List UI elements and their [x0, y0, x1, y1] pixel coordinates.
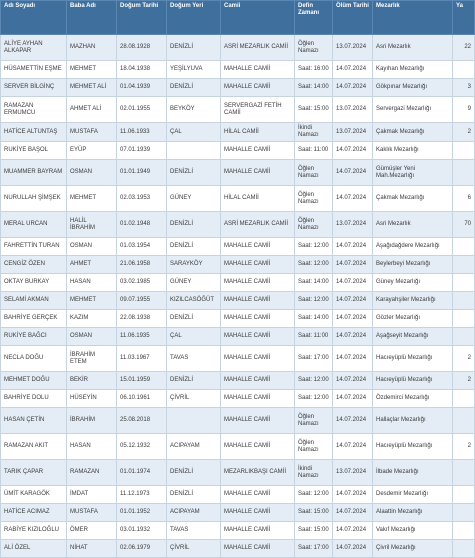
cell-name: TARIK ÇAPAR [1, 460, 67, 486]
cell-birth-date: 25.08.2018 [117, 408, 167, 434]
cell-cemetery: Servergazi Mezarlığı [373, 97, 453, 123]
cell-birth-date: 18.04.1938 [117, 61, 167, 79]
cell-burial-time: Saat: 12:00 [295, 372, 333, 390]
cell-father-name: İBRAHİM [67, 408, 117, 434]
cell-extra [453, 540, 475, 558]
cell-name: HÜSAMETTİN EŞME [1, 61, 67, 79]
header-mosque: Camii [221, 1, 295, 35]
cell-mosque: MAHALLE CAMİİ [221, 486, 295, 504]
cell-mosque: MAHALLE CAMİİ [221, 256, 295, 274]
cell-father-name: HÜSEYİN [67, 390, 117, 408]
cell-extra: 6 [453, 186, 475, 212]
cell-birth-place: YEŞİLYUVA [167, 61, 221, 79]
cell-birth-place: TAVAS [167, 346, 221, 372]
cell-extra [453, 274, 475, 292]
table-row [1, 390, 475, 408]
table-row [1, 61, 475, 79]
cell-birth-date: 06.10.1961 [117, 390, 167, 408]
cell-death-date: 13.07.2024 [333, 123, 373, 142]
table-row [1, 186, 475, 212]
cell-burial-time: Saat: 12:00 [295, 238, 333, 256]
cell-cemetery: Asri Mezarlık [373, 35, 453, 61]
cell-name: SERVER BİLGİNÇ [1, 79, 67, 97]
cell-extra: 22 [453, 35, 475, 61]
header-birth-place: Doğum Yeri [167, 1, 221, 35]
cell-extra [453, 504, 475, 522]
cell-birth-date: 02.01.1955 [117, 97, 167, 123]
header-row [1, 1, 475, 35]
cell-death-date: 14.07.2024 [333, 256, 373, 274]
header-burial-time: Defin Zamanı [295, 1, 333, 35]
cell-burial-time: Saat: 12:00 [295, 486, 333, 504]
cell-cemetery: Gözler Mezarlığı [373, 310, 453, 328]
table-row [1, 142, 475, 160]
cell-birth-place: SARAYKÖY [167, 256, 221, 274]
cell-father-name: OSMAN [67, 238, 117, 256]
cell-birth-date: 22.08.1938 [117, 310, 167, 328]
table-header [1, 1, 475, 35]
cell-mosque: MAHALLE CAMİİ [221, 142, 295, 160]
cell-death-date: 14.07.2024 [333, 522, 373, 540]
cell-birth-date: 09.07.1955 [117, 292, 167, 310]
cell-father-name: OSMAN [67, 328, 117, 346]
cell-birth-date: 11.06.1935 [117, 328, 167, 346]
cell-birth-date: 11.06.1933 [117, 123, 167, 142]
cell-birth-place: DENİZLİ [167, 372, 221, 390]
table-row [1, 274, 475, 292]
table-row [1, 504, 475, 522]
cell-cemetery: Aşağseyit Mezarlığı [373, 328, 453, 346]
cell-burial-time: İkindi Namazı [295, 460, 333, 486]
cell-name: BAHRİYE DOLU [1, 390, 67, 408]
cell-death-date: 14.07.2024 [333, 408, 373, 434]
cell-birth-date: 21.06.1958 [117, 256, 167, 274]
cell-death-date: 14.07.2024 [333, 186, 373, 212]
cell-birth-place [167, 408, 221, 434]
cell-cemetery: Aşağıdağdere Mezarlığı [373, 238, 453, 256]
cell-mosque: MAHALLE CAMİİ [221, 61, 295, 79]
cell-burial-time: Saat: 14:00 [295, 310, 333, 328]
cell-father-name: BEKİR [67, 372, 117, 390]
cell-mosque: HİLAL CAMİİ [221, 123, 295, 142]
cell-death-date: 13.07.2024 [333, 35, 373, 61]
cell-birth-place: DENİZLİ [167, 79, 221, 97]
cell-cemetery: Güney Mezarlığı [373, 274, 453, 292]
cell-burial-time: Saat: 15:00 [295, 522, 333, 540]
table-row [1, 79, 475, 97]
cell-father-name: MEHMET [67, 61, 117, 79]
cell-birth-date: 01.04.1939 [117, 79, 167, 97]
cell-birth-place: ÇAL [167, 328, 221, 346]
cell-death-date: 14.07.2024 [333, 372, 373, 390]
cell-mosque: MEZARLIKBAŞI CAMİİ [221, 460, 295, 486]
cell-death-date: 14.07.2024 [333, 310, 373, 328]
cell-birth-place: DENİZLİ [167, 160, 221, 186]
cell-name: OKTAY BURKAY [1, 274, 67, 292]
cell-mosque: MAHALLE CAMİİ [221, 522, 295, 540]
cell-extra [453, 390, 475, 408]
cell-mosque: MAHALLE CAMİİ [221, 328, 295, 346]
cell-father-name: AHMET ALİ [67, 97, 117, 123]
cell-name: RABİYE KIZILOĞLU [1, 522, 67, 540]
cell-extra [453, 292, 475, 310]
cell-birth-date: 01.03.1954 [117, 238, 167, 256]
cell-birth-place: ÇİVRİL [167, 540, 221, 558]
cell-extra [453, 486, 475, 504]
cell-death-date: 14.07.2024 [333, 160, 373, 186]
table-row [1, 97, 475, 123]
cell-burial-time: Saat: 14:00 [295, 274, 333, 292]
cell-mosque: MAHALLE CAMİİ [221, 292, 295, 310]
cell-mosque: MAHALLE CAMİİ [221, 372, 295, 390]
cell-birth-date: 28.08.1928 [117, 35, 167, 61]
cell-birth-place: ACIPAYAM [167, 504, 221, 522]
cell-burial-time: Saat: 16:00 [295, 61, 333, 79]
cell-mosque: MAHALLE CAMİİ [221, 504, 295, 522]
cell-burial-time: Öğlen Namazı [295, 35, 333, 61]
cell-mosque: HİLAL CAMİİ [221, 186, 295, 212]
header-extra: Ya [453, 1, 475, 35]
cell-birth-date: 03.02.1985 [117, 274, 167, 292]
cell-birth-place: TAVAS [167, 522, 221, 540]
cell-burial-time: İkindi Namazı [295, 123, 333, 142]
cell-father-name: MUSTAFA [67, 123, 117, 142]
cell-mosque: MAHALLE CAMİİ [221, 238, 295, 256]
cell-father-name: MAZHAN [67, 35, 117, 61]
table-row [1, 212, 475, 238]
cell-burial-time: Öğlen Namazı [295, 434, 333, 460]
cell-death-date: 13.07.2024 [333, 97, 373, 123]
cell-death-date: 14.07.2024 [333, 486, 373, 504]
cell-burial-time: Saat: 17:00 [295, 346, 333, 372]
cell-father-name: OSMAN [67, 160, 117, 186]
cell-name: MUAMMER BAYRAM [1, 160, 67, 186]
cell-extra [453, 408, 475, 434]
cell-birth-place: BEYKÖY [167, 97, 221, 123]
cell-name: HATİCE ALTUNTAŞ [1, 123, 67, 142]
cell-mosque: MAHALLE CAMİİ [221, 346, 295, 372]
cell-cemetery: Karayahşiler Mezarlığı [373, 292, 453, 310]
cell-burial-time: Saat: 12:00 [295, 256, 333, 274]
cell-name: RUKİYE BAŞOL [1, 142, 67, 160]
cell-name: ALİYE AYHAN ALKAPAR [1, 35, 67, 61]
cell-father-name: HASAN [67, 274, 117, 292]
cell-cemetery: İlbade Mezarlığı [373, 460, 453, 486]
table-row [1, 522, 475, 540]
cell-father-name: ÖMER [67, 522, 117, 540]
cell-name: NECLA DOĞU [1, 346, 67, 372]
cell-extra [453, 160, 475, 186]
table-row [1, 460, 475, 486]
cell-name: RAMAZAN AKIT [1, 434, 67, 460]
cell-birth-date: 01.01.1949 [117, 160, 167, 186]
cell-name: SELAMİ AKMAN [1, 292, 67, 310]
cell-death-date: 14.07.2024 [333, 274, 373, 292]
cell-name: MERAL URCAN [1, 212, 67, 238]
cell-birth-date: 02.03.1953 [117, 186, 167, 212]
cell-birth-place: DENİZLİ [167, 212, 221, 238]
cell-cemetery: Kayıhan Mezarlığı [373, 61, 453, 79]
cell-death-date: 14.07.2024 [333, 540, 373, 558]
cell-name: RUKİYE BAĞCI [1, 328, 67, 346]
cell-death-date: 14.07.2024 [333, 142, 373, 160]
cell-cemetery: Gökpınar Mezarlığı [373, 79, 453, 97]
cell-birth-date: 01.01.1952 [117, 504, 167, 522]
cell-birth-date: 11.12.1973 [117, 486, 167, 504]
cell-mosque: SERVERGAZİ FETİH CAMİİ [221, 97, 295, 123]
table-row [1, 160, 475, 186]
cell-burial-time: Saat: 11:00 [295, 328, 333, 346]
table-row [1, 256, 475, 274]
cell-father-name: NİHAT [67, 540, 117, 558]
cell-death-date: 14.07.2024 [333, 434, 373, 460]
cell-father-name: MEHMET [67, 186, 117, 212]
table-row [1, 486, 475, 504]
cell-extra: 9 [453, 97, 475, 123]
cell-extra: 2 [453, 123, 475, 142]
cell-cemetery: Alaattin Mezarlığı [373, 504, 453, 522]
cell-cemetery: Hacıeyüplü Mezarlığı [373, 434, 453, 460]
cell-cemetery: Hallaçlar Mezarlığı [373, 408, 453, 434]
table-row [1, 372, 475, 390]
cell-birth-date: 07.01.1939 [117, 142, 167, 160]
cell-name: FAHRETTİN TURAN [1, 238, 67, 256]
cell-father-name: İMDAT [67, 486, 117, 504]
header-father-name: Baba Adı [67, 1, 117, 35]
cell-mosque: ASRİ MEZARLIK CAMİİ [221, 212, 295, 238]
cell-name: HASAN ÇETİN [1, 408, 67, 434]
cell-birth-place: DENİZLİ [167, 310, 221, 328]
cell-burial-time: Saat: 15:00 [295, 97, 333, 123]
table-body [1, 35, 475, 558]
cell-birth-date: 15.01.1959 [117, 372, 167, 390]
cell-burial-time: Saat: 14:00 [295, 79, 333, 97]
cell-burial-time: Öğlen Namazı [295, 186, 333, 212]
cell-mosque: MAHALLE CAMİİ [221, 408, 295, 434]
cell-extra [453, 238, 475, 256]
header-death-date: Ölüm Tarihi [333, 1, 373, 35]
cell-birth-date: 05.12.1932 [117, 434, 167, 460]
cell-death-date: 14.07.2024 [333, 346, 373, 372]
cell-father-name: İBRAHİM ETEM [67, 346, 117, 372]
cell-birth-place: GÜNEY [167, 186, 221, 212]
cell-cemetery: Kaklık Mezarlığı [373, 142, 453, 160]
cell-father-name: EYÜP [67, 142, 117, 160]
table-row [1, 123, 475, 142]
cell-burial-time: Saat: 15:00 [295, 504, 333, 522]
cell-death-date: 14.07.2024 [333, 328, 373, 346]
cell-cemetery: Çakmak Mezarlığı [373, 123, 453, 142]
cell-cemetery: Beylerbeyi Mezarlığı [373, 256, 453, 274]
cell-burial-time: Saat: 17:00 [295, 540, 333, 558]
cell-birth-date: 02.06.1979 [117, 540, 167, 558]
cell-father-name: HALİL İBRAHİM [67, 212, 117, 238]
cell-father-name: MEHMET [67, 292, 117, 310]
cell-cemetery: Desdemir Mezarlığı [373, 486, 453, 504]
table-row [1, 346, 475, 372]
cell-father-name: HASAN [67, 434, 117, 460]
cell-birth-place [167, 142, 221, 160]
cell-extra [453, 460, 475, 486]
cell-extra [453, 310, 475, 328]
cell-mosque: MAHALLE CAMİİ [221, 390, 295, 408]
cell-name: CENGİZ ÖZEN [1, 256, 67, 274]
cell-death-date: 14.07.2024 [333, 238, 373, 256]
cell-birth-date: 01.02.1948 [117, 212, 167, 238]
cell-birth-place: DENİZLİ [167, 35, 221, 61]
cell-mosque: ASRİ MEZARLIK CAMİİ [221, 35, 295, 61]
cell-cemetery: Gümüşler Yeni Mah.Mezarlığı [373, 160, 453, 186]
cell-cemetery: Çivril Mezarlığı [373, 540, 453, 558]
cell-extra [453, 328, 475, 346]
cell-extra [453, 522, 475, 540]
cell-name: NURULLAH ŞİMŞEK [1, 186, 67, 212]
cell-death-date: 14.07.2024 [333, 61, 373, 79]
cell-birth-place: ÇAL [167, 123, 221, 142]
table-row [1, 540, 475, 558]
cell-birth-place: DENİZLİ [167, 238, 221, 256]
cell-father-name: MEHMET ALİ [67, 79, 117, 97]
cell-birth-date: 11.03.1967 [117, 346, 167, 372]
cell-extra [453, 61, 475, 79]
table-row [1, 310, 475, 328]
cell-death-date: 13.07.2024 [333, 212, 373, 238]
cell-extra: 2 [453, 346, 475, 372]
cell-extra: 3 [453, 79, 475, 97]
cell-extra: 2 [453, 372, 475, 390]
cell-death-date: 14.07.2024 [333, 292, 373, 310]
table-row [1, 238, 475, 256]
cell-mosque: MAHALLE CAMİİ [221, 160, 295, 186]
cell-extra: 70 [453, 212, 475, 238]
header-cemetery: Mezarlık [373, 1, 453, 35]
cell-burial-time: Saat: 11:00 [295, 142, 333, 160]
cell-mosque: MAHALLE CAMİİ [221, 274, 295, 292]
cell-cemetery: Özdemirci Mezarlığı [373, 390, 453, 408]
cell-birth-place: DENİZLİ [167, 486, 221, 504]
cell-burial-time: Öğlen Namazı [295, 212, 333, 238]
cell-mosque: MAHALLE CAMİİ [221, 434, 295, 460]
cell-mosque: MAHALLE CAMİİ [221, 310, 295, 328]
header-name: Adı Soyadı [1, 1, 67, 35]
cell-father-name: KAZIM [67, 310, 117, 328]
cell-cemetery: Çakmak Mezarlığı [373, 186, 453, 212]
cell-death-date: 14.07.2024 [333, 79, 373, 97]
cell-name: RAMAZAN ERMUMCU [1, 97, 67, 123]
table-row [1, 328, 475, 346]
cell-cemetery: Hacıeyüplü Mezarlığı [373, 346, 453, 372]
cell-burial-time: Öğlen Namazı [295, 408, 333, 434]
cell-cemetery: Vakıf Mezarlığı [373, 522, 453, 540]
cell-father-name: MUSTAFA [67, 504, 117, 522]
cell-birth-date: 01.01.1974 [117, 460, 167, 486]
cell-extra [453, 256, 475, 274]
cell-burial-time: Saat: 12:00 [295, 292, 333, 310]
cell-father-name: RAMAZAN [67, 460, 117, 486]
cell-father-name: AHMET [67, 256, 117, 274]
cell-name: ÜMİT KARAGÖK [1, 486, 67, 504]
cell-birth-place: DENİZLİ [167, 460, 221, 486]
table-row [1, 434, 475, 460]
cell-extra: 2 [453, 434, 475, 460]
cell-name: HATİCE ACIMAZ [1, 504, 67, 522]
cell-burial-time: Öğlen Namazı [295, 160, 333, 186]
cell-extra [453, 142, 475, 160]
cell-birth-place: ACIPAYAM [167, 434, 221, 460]
cell-birth-place: GÜNEY [167, 274, 221, 292]
cell-death-date: 13.07.2024 [333, 460, 373, 486]
cell-burial-time: Saat: 12:00 [295, 390, 333, 408]
table-row [1, 292, 475, 310]
cell-name: MEHMET DOĞU [1, 372, 67, 390]
cell-birth-place: KIZILCASÖĞÜT [167, 292, 221, 310]
table-row [1, 35, 475, 61]
cell-birth-place: ÇİVRİL [167, 390, 221, 408]
cell-name: ALİ ÖZEL [1, 540, 67, 558]
cell-name: BAHRİYE GERÇEK [1, 310, 67, 328]
table-row [1, 408, 475, 434]
cell-death-date: 14.07.2024 [333, 504, 373, 522]
header-birth-date: Doğum Tarihi [117, 1, 167, 35]
cell-death-date: 14.07.2024 [333, 390, 373, 408]
cell-mosque: MAHALLE CAMİİ [221, 540, 295, 558]
cell-cemetery: Asri Mezarlık [373, 212, 453, 238]
cell-cemetery: Hacıeyüplü Mezarlığı [373, 372, 453, 390]
cell-mosque: MAHALLE CAMİİ [221, 79, 295, 97]
cell-birth-date: 03.01.1932 [117, 522, 167, 540]
